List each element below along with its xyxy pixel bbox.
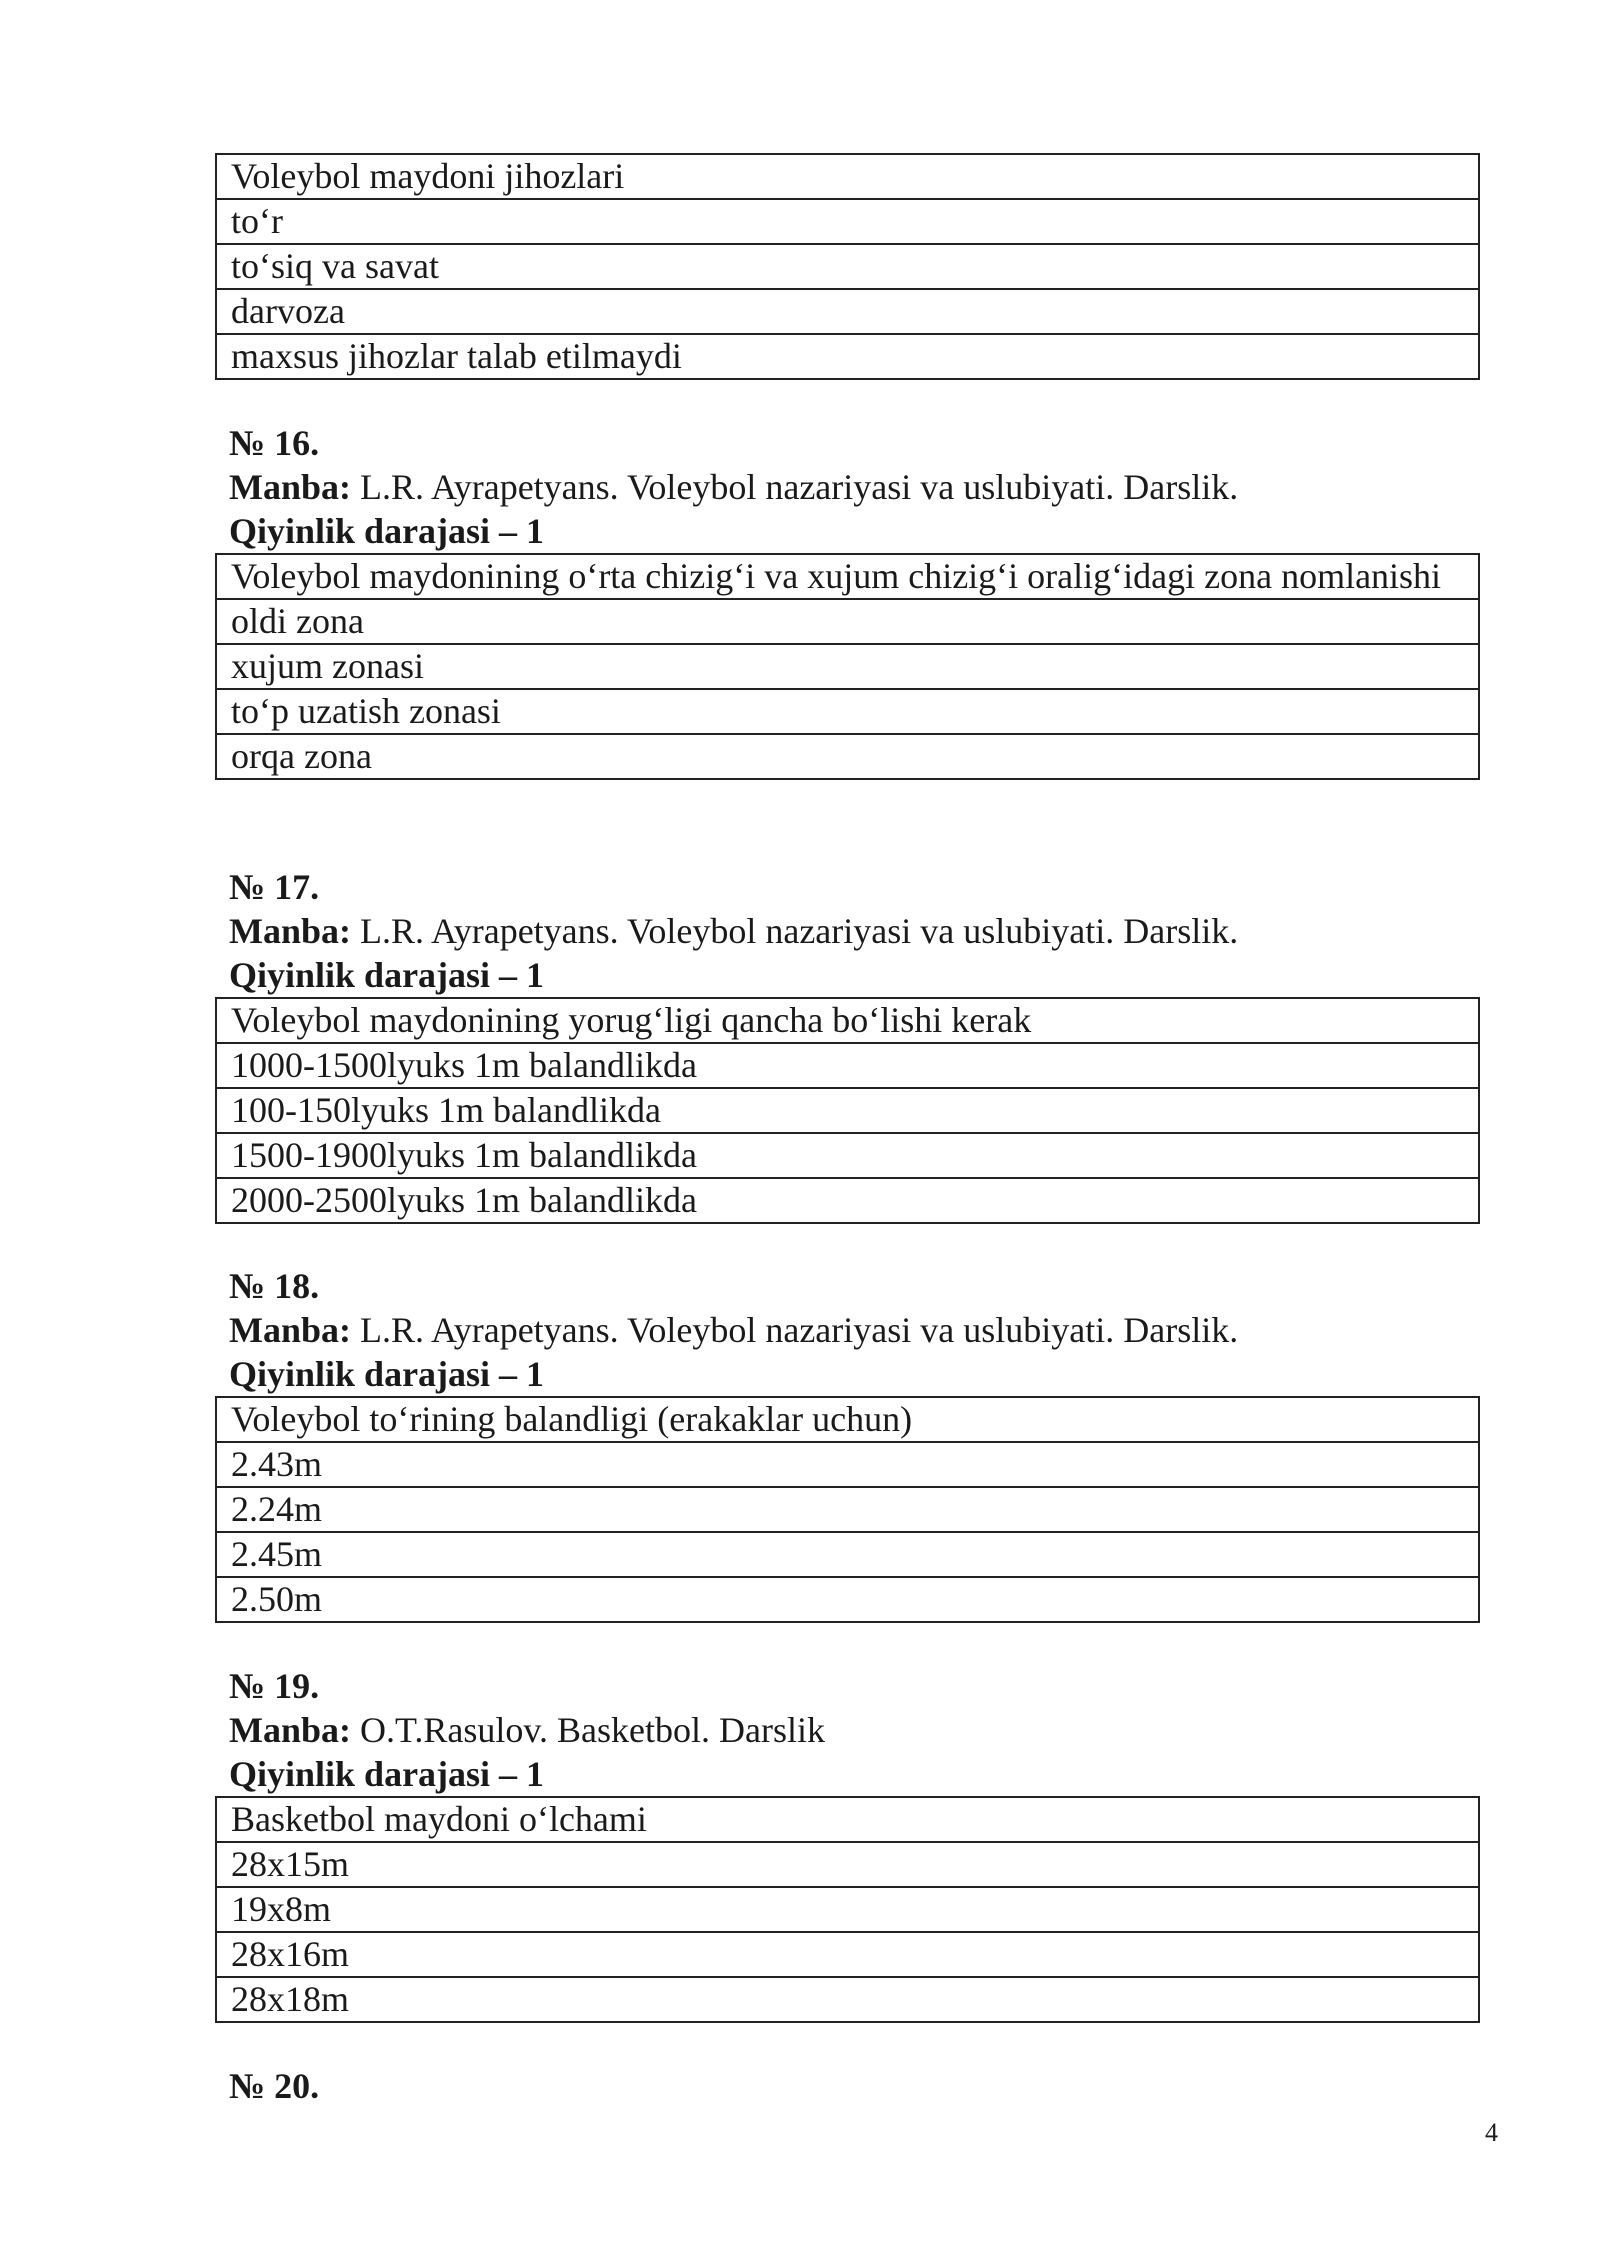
question-text: Voleybol to‘rining balandligi (erakaklar uchun) xyxy=(216,1397,1479,1442)
answer-option: 19x8m xyxy=(216,1887,1479,1932)
question-row xyxy=(216,998,1479,1043)
answer-row xyxy=(216,1133,1479,1178)
question-text: Voleybol maydonining o‘rta chizig‘i va xujum chizig‘i oralig‘idagi zona nomlanishi xyxy=(216,554,1479,599)
answer-row xyxy=(216,244,1479,289)
question-number: № 17. xyxy=(229,867,320,907)
answer-row xyxy=(216,334,1479,379)
question-row xyxy=(216,1797,1479,1842)
answer-option: maxsus jihozlar talab etilmaydi xyxy=(216,334,1479,379)
answer-option: 2.45m xyxy=(216,1532,1479,1577)
page-number: 4 xyxy=(1485,2118,1498,2147)
answer-option: 1000-1500lyuks 1m balandlikda xyxy=(216,1043,1479,1088)
answer-row xyxy=(216,1442,1479,1487)
source-label: Manba: xyxy=(229,1310,352,1350)
answer-row xyxy=(216,1088,1479,1133)
question-number: № 16. xyxy=(229,423,320,463)
difficulty-level: Qiyinlik darajasi – 1 xyxy=(229,1354,545,1394)
answer-option: to‘p uzatish zonasi xyxy=(216,689,1479,734)
answer-row xyxy=(216,1977,1479,2022)
question-15 xyxy=(215,153,1480,380)
question-source xyxy=(215,1308,1480,1352)
difficulty-level: Qiyinlik darajasi – 1 xyxy=(229,511,545,551)
question-19 xyxy=(215,1664,1480,2023)
source-label: Manba: xyxy=(229,1710,352,1750)
source-label: Manba: xyxy=(229,467,352,507)
question-text: Basketbol maydoni o‘lchami xyxy=(216,1797,1479,1842)
question-text: Voleybol maydoni jihozlari xyxy=(216,154,1479,199)
question-row xyxy=(216,1397,1479,1442)
answer-row xyxy=(216,1487,1479,1532)
source-label: Manba: xyxy=(229,911,352,951)
answer-option: 1500-1900lyuks 1m balandlikda xyxy=(216,1133,1479,1178)
answer-option: 2.50m xyxy=(216,1577,1479,1622)
question-18 xyxy=(215,1264,1480,1623)
answer-option: 100-150lyuks 1m balandlikda xyxy=(216,1088,1479,1133)
question-source xyxy=(215,465,1480,509)
question-number: № 18. xyxy=(229,1266,320,1306)
answer-table xyxy=(215,1796,1480,2023)
answer-table xyxy=(215,153,1480,380)
difficulty-level: Qiyinlik darajasi – 1 xyxy=(229,1754,545,1794)
answer-row xyxy=(216,1842,1479,1887)
question-source xyxy=(215,909,1480,953)
answer-row xyxy=(216,1932,1479,1977)
difficulty-level: Qiyinlik darajasi – 1 xyxy=(229,955,545,995)
source-text: L.R. Ayrapetyans. Voleybol nazariyasi va uslubiyati. Darslik. xyxy=(351,1310,1239,1350)
answer-row xyxy=(216,289,1479,334)
answer-option: oldi zona xyxy=(216,599,1479,644)
answer-option: to‘siq va savat xyxy=(216,244,1479,289)
answer-table xyxy=(215,553,1480,780)
answer-row xyxy=(216,1887,1479,1932)
source-text: L.R. Ayrapetyans. Voleybol nazariyasi va uslubiyati. Darslik. xyxy=(351,467,1239,507)
answer-option: 2000-2500lyuks 1m balandlikda xyxy=(216,1178,1479,1223)
question-number: № 20. xyxy=(229,2066,320,2106)
answer-option: to‘r xyxy=(216,199,1479,244)
answer-row xyxy=(216,1043,1479,1088)
source-text: O.T.Rasulov. Basketbol. Darslik xyxy=(351,1710,825,1750)
answer-option: 28x18m xyxy=(216,1977,1479,2022)
question-17 xyxy=(215,865,1480,1224)
question-text: Voleybol maydonining yorug‘ligi qancha bo‘lishi kerak xyxy=(216,998,1479,1043)
source-text: L.R. Ayrapetyans. Voleybol nazariyasi va uslubiyati. Darslik. xyxy=(351,911,1239,951)
answer-row xyxy=(216,734,1479,779)
question-row xyxy=(216,554,1479,599)
answer-row xyxy=(216,689,1479,734)
answer-row xyxy=(216,199,1479,244)
answer-option: 28x15m xyxy=(216,1842,1479,1887)
answer-row xyxy=(216,599,1479,644)
answer-row xyxy=(216,644,1479,689)
answer-row xyxy=(216,1178,1479,1223)
answer-option: 28x16m xyxy=(216,1932,1479,1977)
answer-option: orqa zona xyxy=(216,734,1479,779)
question-number: № 19. xyxy=(229,1666,320,1706)
question-20 xyxy=(215,2064,1480,2108)
answer-option: xujum zonasi xyxy=(216,644,1479,689)
answer-option: 2.43m xyxy=(216,1442,1479,1487)
answer-option: 2.24m xyxy=(216,1487,1479,1532)
answer-table xyxy=(215,997,1480,1224)
question-row xyxy=(216,154,1479,199)
answer-option: darvoza xyxy=(216,289,1479,334)
answer-row xyxy=(216,1577,1479,1622)
question-16 xyxy=(215,421,1480,780)
answer-table xyxy=(215,1396,1480,1623)
answer-row xyxy=(216,1532,1479,1577)
question-source xyxy=(215,1708,1480,1752)
